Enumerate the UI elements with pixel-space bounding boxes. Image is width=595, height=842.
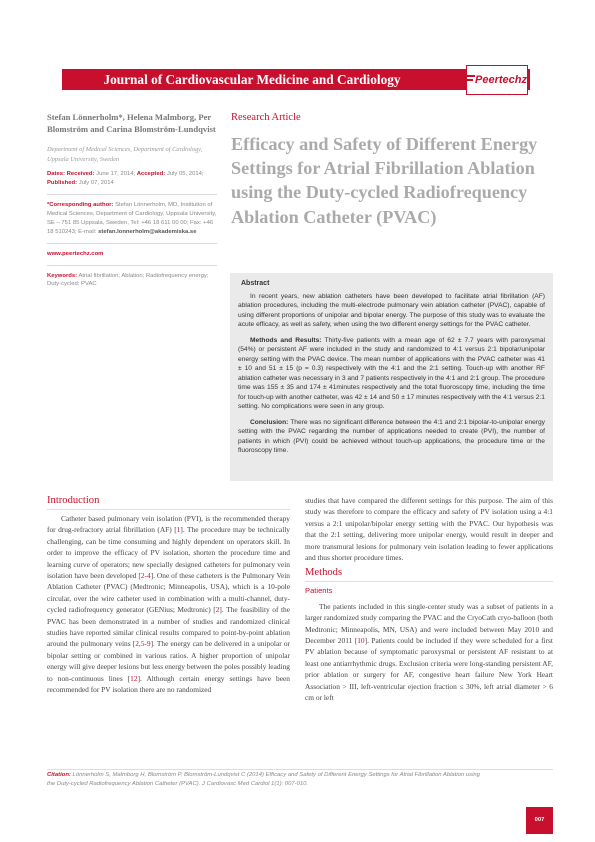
corresponding-author-label: *Corresponding author:: [47, 202, 114, 208]
abstract-intro: In recent years, new ablation catheters have been developed to facilitate atrial fibrillation (AF) ablation procedures, including the multi-electrode pulmonary vein ablation catheter (PVAC), capable of using different proportions of unipolar and bipolar energy. The purpose of this study was to evaluate the acute efficacy, as well as safety, when using the two different energy settings for the PVAC catheter.: [238, 292, 545, 328]
corresponding-email-link[interactable]: stefan.lonnerholm@akademiska.se: [98, 228, 197, 235]
footer-divider: [47, 769, 553, 770]
dates-received-value: June 17, 2014;: [96, 171, 136, 178]
dates-published-label: Published:: [47, 180, 78, 187]
keywords-text: Atrial fibrillation; Ablation; Radiofrequency energy; Duty-cycled; PVAC: [47, 272, 209, 288]
abstract-conclusion-label: Conclusion:: [250, 418, 289, 426]
text-run: ]. Patients could be included if they were scheduled for a first PV ablation because of symptomatic paroxysmal or persistent AF resistant to at least one antiarrhythmic drugs. Exclusion criteria were long-standing persistent AF, prior ablation or surgery for AF, congestive heart failure New York Heart Association > III, left-ventricular ejection fraction ≤ 30%, left atrial diameter > 6 cm or left: [305, 636, 553, 703]
text-run: The patients included in this single-center study was a subset of patients in a larger randomized study comparing the PVAC and the CryoCath cryo-balloon (both Medtronic; Minneapolis, MN, USA) and were included between May 2010 and December 2011 [: [305, 601, 553, 646]
divider: [47, 243, 217, 244]
body-column-right: [305, 495, 553, 704]
publisher-website-link[interactable]: www.peertechz.com: [47, 250, 104, 257]
corresponding-author-text: Stefan Lönnerholm, MD, Institution of Medical Sciences, Department of Cardiology, Uppsala University, SE – 751 85 Uppsala, Sweden, Tel: +46 18 611 00 00; Fax: +46 18 510243; E-mail:: [47, 202, 217, 235]
text-run: Catheter based pulmonary vein isolation (PVI), is the recommended therapy for drug-refractory atrial fibrillation (AF) [: [47, 514, 290, 535]
dates-accepted-value: July 05, 2014;: [166, 171, 204, 178]
citation-link[interactable]: 2,5-9: [135, 639, 151, 649]
body-column-left: [47, 495, 290, 696]
text-run: ]. One of these catheters is the Pulmonary Vein Ablation Catheter (PVAC) (Medtronic; Minneapolis, USA), which is a 10-pole circular, over the wire catheter used in combination with a multi-channel, duty-cycled radiofrequency generator (GENius; Medtronic) [: [47, 571, 290, 615]
keywords-label: Keywords:: [47, 272, 78, 279]
citation-link[interactable]: 2: [215, 605, 220, 615]
citation-link[interactable]: 12: [130, 673, 138, 683]
dates-published-value: July 07, 2014: [78, 180, 114, 187]
introduction-continued: studies that have compared the different settings for this purpose. The aim of this study was therefore to compare the efficacy and safety of PV isolation using a 4:1 versus a 2:1 unipolar/bipolar energy setting with the PVAC. Our hypothesis was that the 2:1 setting, delivering more unipolar energy, would result in deeper and more transmural lesions for pulmonary vein isolation leading to fewer applications and thus shorter procedure times.: [305, 496, 553, 563]
citation-link[interactable]: 10: [357, 636, 365, 646]
text-run: ]. The procedure may be technically challenging, can be time consuming and highly dependent on operators skill. In order to improve the efficacy of PV isolation, shorten the procedure time and learning curve of operators; new specially designed catheters for pulmonary vein isolation have been developed [: [47, 525, 290, 581]
abstract-heading: Abstract: [241, 280, 270, 287]
citation: [47, 771, 487, 789]
introduction-heading: Introduction: [47, 495, 290, 510]
abstract-conclusion: [235, 418, 548, 456]
abstract-box: [230, 273, 553, 481]
page-number: 007: [526, 807, 553, 834]
author-list: Stefan Lönnerholm*, Helena Malmborg, Per Blomström and Carina Blomström-Lundqvist: [47, 112, 216, 134]
article-title: Efficacy and Safety of Different Energy Settings for Atrial Fibrillation Ablation using the Duty-cycled Radiofrequency Ablation Catheter (PVAC): [231, 134, 538, 227]
citation-link[interactable]: 1: [176, 525, 181, 535]
publisher-logo: [466, 65, 528, 95]
dates-received-label: Dates: Received:: [47, 171, 95, 178]
methods-heading: Methods: [305, 567, 553, 582]
abstract-methods-text: Thirty-five patients with a mean age of 62 ± 7.7 years with paroxysmal (54%) or persistent AF were included in the study and randomized to 4:1 versus 2:1 bipolar/unipolar energy setting with the PVAC device. The mean number of applications with the PVAC catheter was 41 ± 10 and 51 ± 15 (p = 0.3) respectively with the 4:1 and the 2:1 setting. Touch-up with another RF ablation catheter was necessary in 3 and 7 patients respectively in the 4:1 and 2:1 group. The procedure time was 155 ± 35 and 174 ± 41minutes respectively and the total fluoroscopy time, including the time for touch-up with another catheter, was 42 ± 14 and 50 ± 17 minutes respectively with the 4:1 versus 2:1 setting. No complications were seen in any group.: [238, 336, 545, 410]
article-info-sidebar: [47, 112, 217, 289]
divider: [47, 194, 217, 195]
abstract-methods-label: Methods and Results:: [250, 336, 322, 344]
abstract-conclusion-text: There was no significant difference between the 4:1 and 2:1 bipolar-to-unipolar energy setting with the PVAC regarding the number of applications needed to create (PVI), the number of patients in which (PVI) could be achieved without touch-up applications, the procedure time or the fluoroscopy time.: [238, 418, 545, 454]
introduction-paragraph: [47, 513, 290, 696]
citation-label: Citation:: [47, 772, 71, 778]
text-run: ]. Although certain energy settings have been recommended for PV isolation there are no randomized: [47, 673, 290, 695]
dates-accepted-label: Accepted:: [136, 171, 166, 178]
article-dates: [47, 170, 217, 188]
divider: [47, 265, 217, 266]
journal-title: Journal of Cardiovascular Medicine and Cardiology: [103, 72, 401, 87]
publisher-name: Peertechz: [475, 74, 527, 86]
keywords: [47, 272, 217, 290]
patients-heading: Patients: [305, 586, 333, 596]
text-run: ]. The energy can be delivered in a unipolar or bipolar setting or combined in various ratios. A higher proportion of unipolar energy will give deeper lesions but less energy between the poles possibly leading to non-continuous lines [: [47, 639, 290, 683]
citation-text: Lönnerholm S, Malmborg H, Blomström P, Blomström-Lundqvist C (2014) Efficacy and Safety of Different Energy Settings for Atrial Fibrillation Ablation using the Duty-cycled Radiofrequency Ablation Catheter (PVAC). J Cardiovasc Med Cardiol 1(1): 007-010.: [47, 772, 480, 787]
text-run: ]. The feasibility of the PVAC has been demonstrated in a number of studies and randomized clinical studies have reported similar clinical results compared to point-by-point ablation around the pulmonary veins [: [47, 605, 291, 649]
corresponding-author: [47, 201, 217, 237]
abstract-methods: [235, 336, 548, 412]
journal-header-bar: [62, 69, 530, 90]
publisher-logo-icon: [467, 73, 474, 87]
patients-paragraph: [305, 601, 553, 704]
article-type: Research Article: [231, 112, 301, 123]
affiliation: Department of Medical Sciences, Department of Cardiology, Uppsala University, Sweden: [47, 146, 203, 163]
citation-link[interactable]: 2-4: [140, 571, 151, 581]
